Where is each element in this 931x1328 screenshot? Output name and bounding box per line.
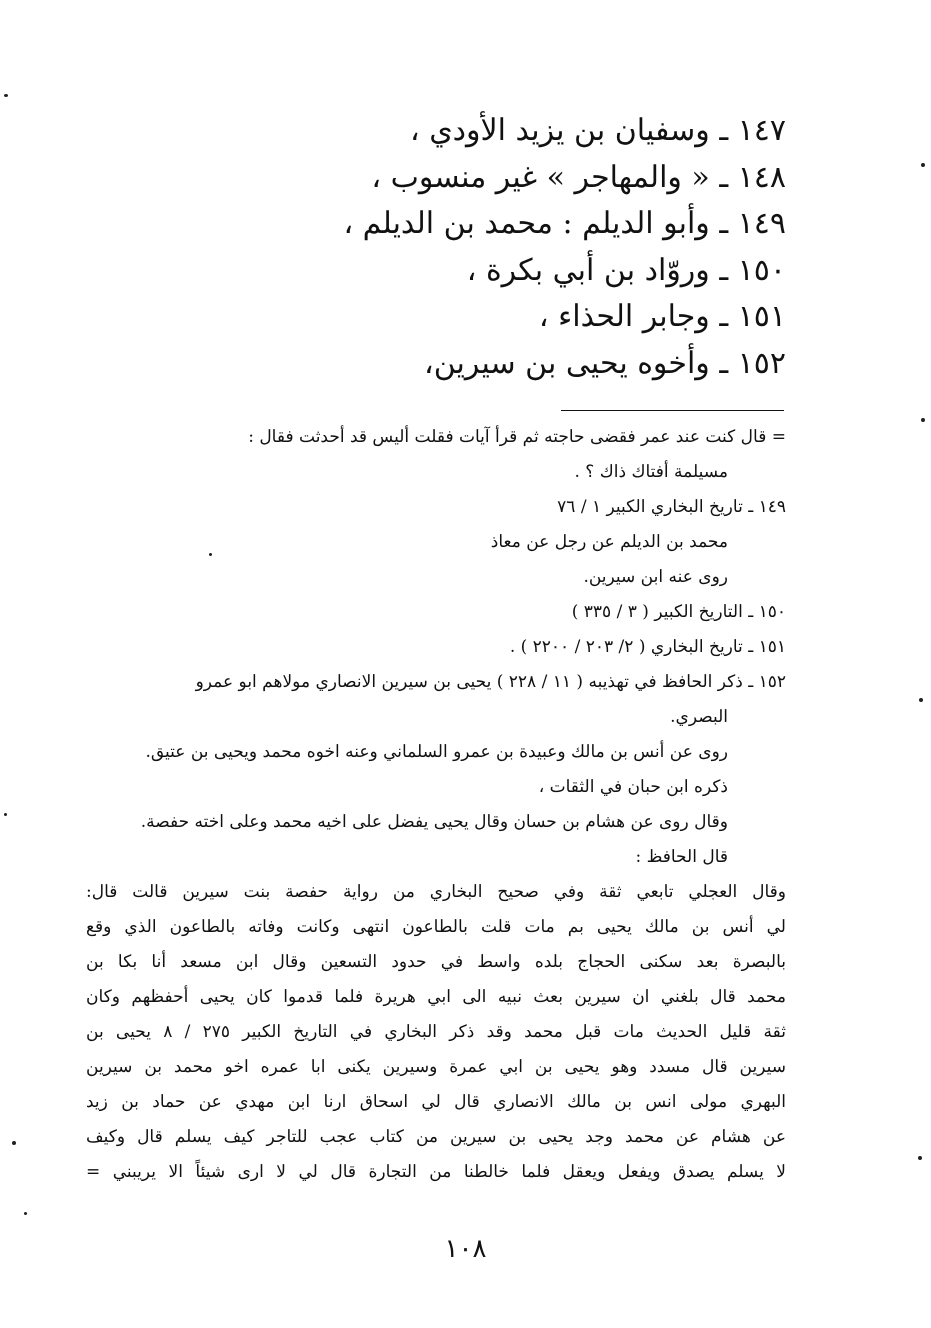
scan-speck [918, 1156, 922, 1160]
narrator-entry-151: ١٥١ ـ وجابر الحذاء ، [538, 299, 786, 334]
footnote-paragraph-line: بالبصرة بعد سكنى الحجاج بلده واسط في حدود التسعين وقال ابن مسعد أنا بكا بن [86, 952, 786, 972]
footnote-line: روى عن أنس بن مالك وعبيدة بن عمرو السلماني وعنه اخوه محمد ويحيى بن عتيق. [145, 742, 728, 762]
footnote-line: ذكره ابن حبان في الثقات ، [538, 777, 728, 797]
footnote-line: قال الحافظ : [635, 847, 728, 867]
footnote-paragraph-line: ثقة قليل الحديث مات قبل محمد وقد ذكر البخاري في التاريخ الكبير ٢٧٥ / ٨ يحيى بن [86, 1022, 786, 1042]
footnote-line: محمد بن الديلم عن رجل عن معاذ [490, 532, 728, 552]
footnote-149: ١٤٩ ـ تاريخ البخاري الكبير ١ / ٧٦ [557, 497, 786, 517]
narrator-list [226, 108, 786, 387]
footnote-line: البصري. [670, 707, 728, 727]
footnote-paragraph-line: وقال العجلي تابعي ثقة وفي صحيح البخاري من رواية حفصة بنت سيرين قالت قال: [86, 882, 786, 902]
scan-speck [921, 418, 925, 422]
footnote-line: مسيلمة أفتاك ذاك ؟ . [574, 462, 728, 482]
scan-speck [921, 163, 925, 167]
scan-speck [919, 698, 923, 702]
footnote-150: ١٥٠ ـ التاريخ الكبير ( ٣ / ٣٣٥ ) [571, 602, 786, 622]
narrator-entry-148: ١٤٨ ـ « والمهاجر » غير منسوب ، [371, 159, 786, 195]
footnote-line: وقال روى عن هشام بن حسان وقال يحيى يفضل على اخيه محمد وعلى اخته حفصة. [140, 812, 728, 832]
footnote-paragraph-line: محمد قال بلغني ان سيرين بعث نبيه الى ابي هريرة فلما قدموا كان يحيى أحفظهم وكان [86, 987, 786, 1007]
scan-speck [209, 553, 212, 556]
footnote-paragraph-line: لي أنس بن مالك يحيى بم مات قلت بالطاعون انتهى وكانت وفاته بالطاعون الذي وقع [86, 917, 786, 937]
footnote-paragraph-line: البهري مولى انس بن مالك الانصاري قال لي اسحاق ارنا ابن مهدي عن حماد بن زيد [86, 1092, 786, 1112]
scan-speck [4, 94, 8, 97]
scan-speck [12, 1141, 16, 1145]
narrator-entry-147: ١٤٧ ـ وسفيان بن يزيد الأودي ، [409, 113, 786, 148]
page-number: ١٠٨ [444, 1234, 487, 1264]
footnote-152: ١٥٢ ـ ذكر الحافظ في تهذيبه ( ١١ / ٢٢٨ ) يحيى بن سيرين الانصاري مولاهم ابو عمرو [195, 672, 786, 692]
scan-speck [24, 1212, 27, 1215]
footnote-151: ١٥١ ـ تاريخ البخاري ( ٢/ ٢٠٣ / ٢٢٠٠ ) . [509, 637, 786, 657]
scan-speck [4, 813, 7, 816]
footnote-line: روى عنه ابن سيرين. [583, 567, 728, 587]
footnote-line: = قال كنت عند عمر فقضى حاجته ثم قرأ آيات فقلت أليس قد أحدثت فقال : [248, 427, 786, 447]
footnote-separator [561, 410, 784, 411]
narrator-entry-150: ١٥٠ ـ وروّاد بن أبي بكرة ، [466, 252, 786, 288]
footnote-paragraph-line: عن هشام عن محمد وجد يحيى بن سيرين من كتاب عجب للتاجر كيف يسلم قال وكيف [86, 1127, 786, 1147]
footnote-paragraph-line: سيرين قال مسدد وهو يحيى بن ابي عمرة وسيرين يكنى ابا عمره اخو محمد بن سيرين [86, 1057, 786, 1077]
footnotes [86, 420, 786, 1190]
narrator-entry-152: ١٥٢ ـ وأخوه يحيى بن سيرين، [424, 345, 786, 381]
footnote-paragraph-line: لا يسلم يصدق ويفعل ويعقل فلما خالطنا من التجارة قال لي لا ارى شيئاً الا يريبني = [86, 1162, 786, 1182]
narrator-entry-149: ١٤٩ ـ وأبو الديلم : محمد بن الديلم ، [343, 206, 786, 241]
